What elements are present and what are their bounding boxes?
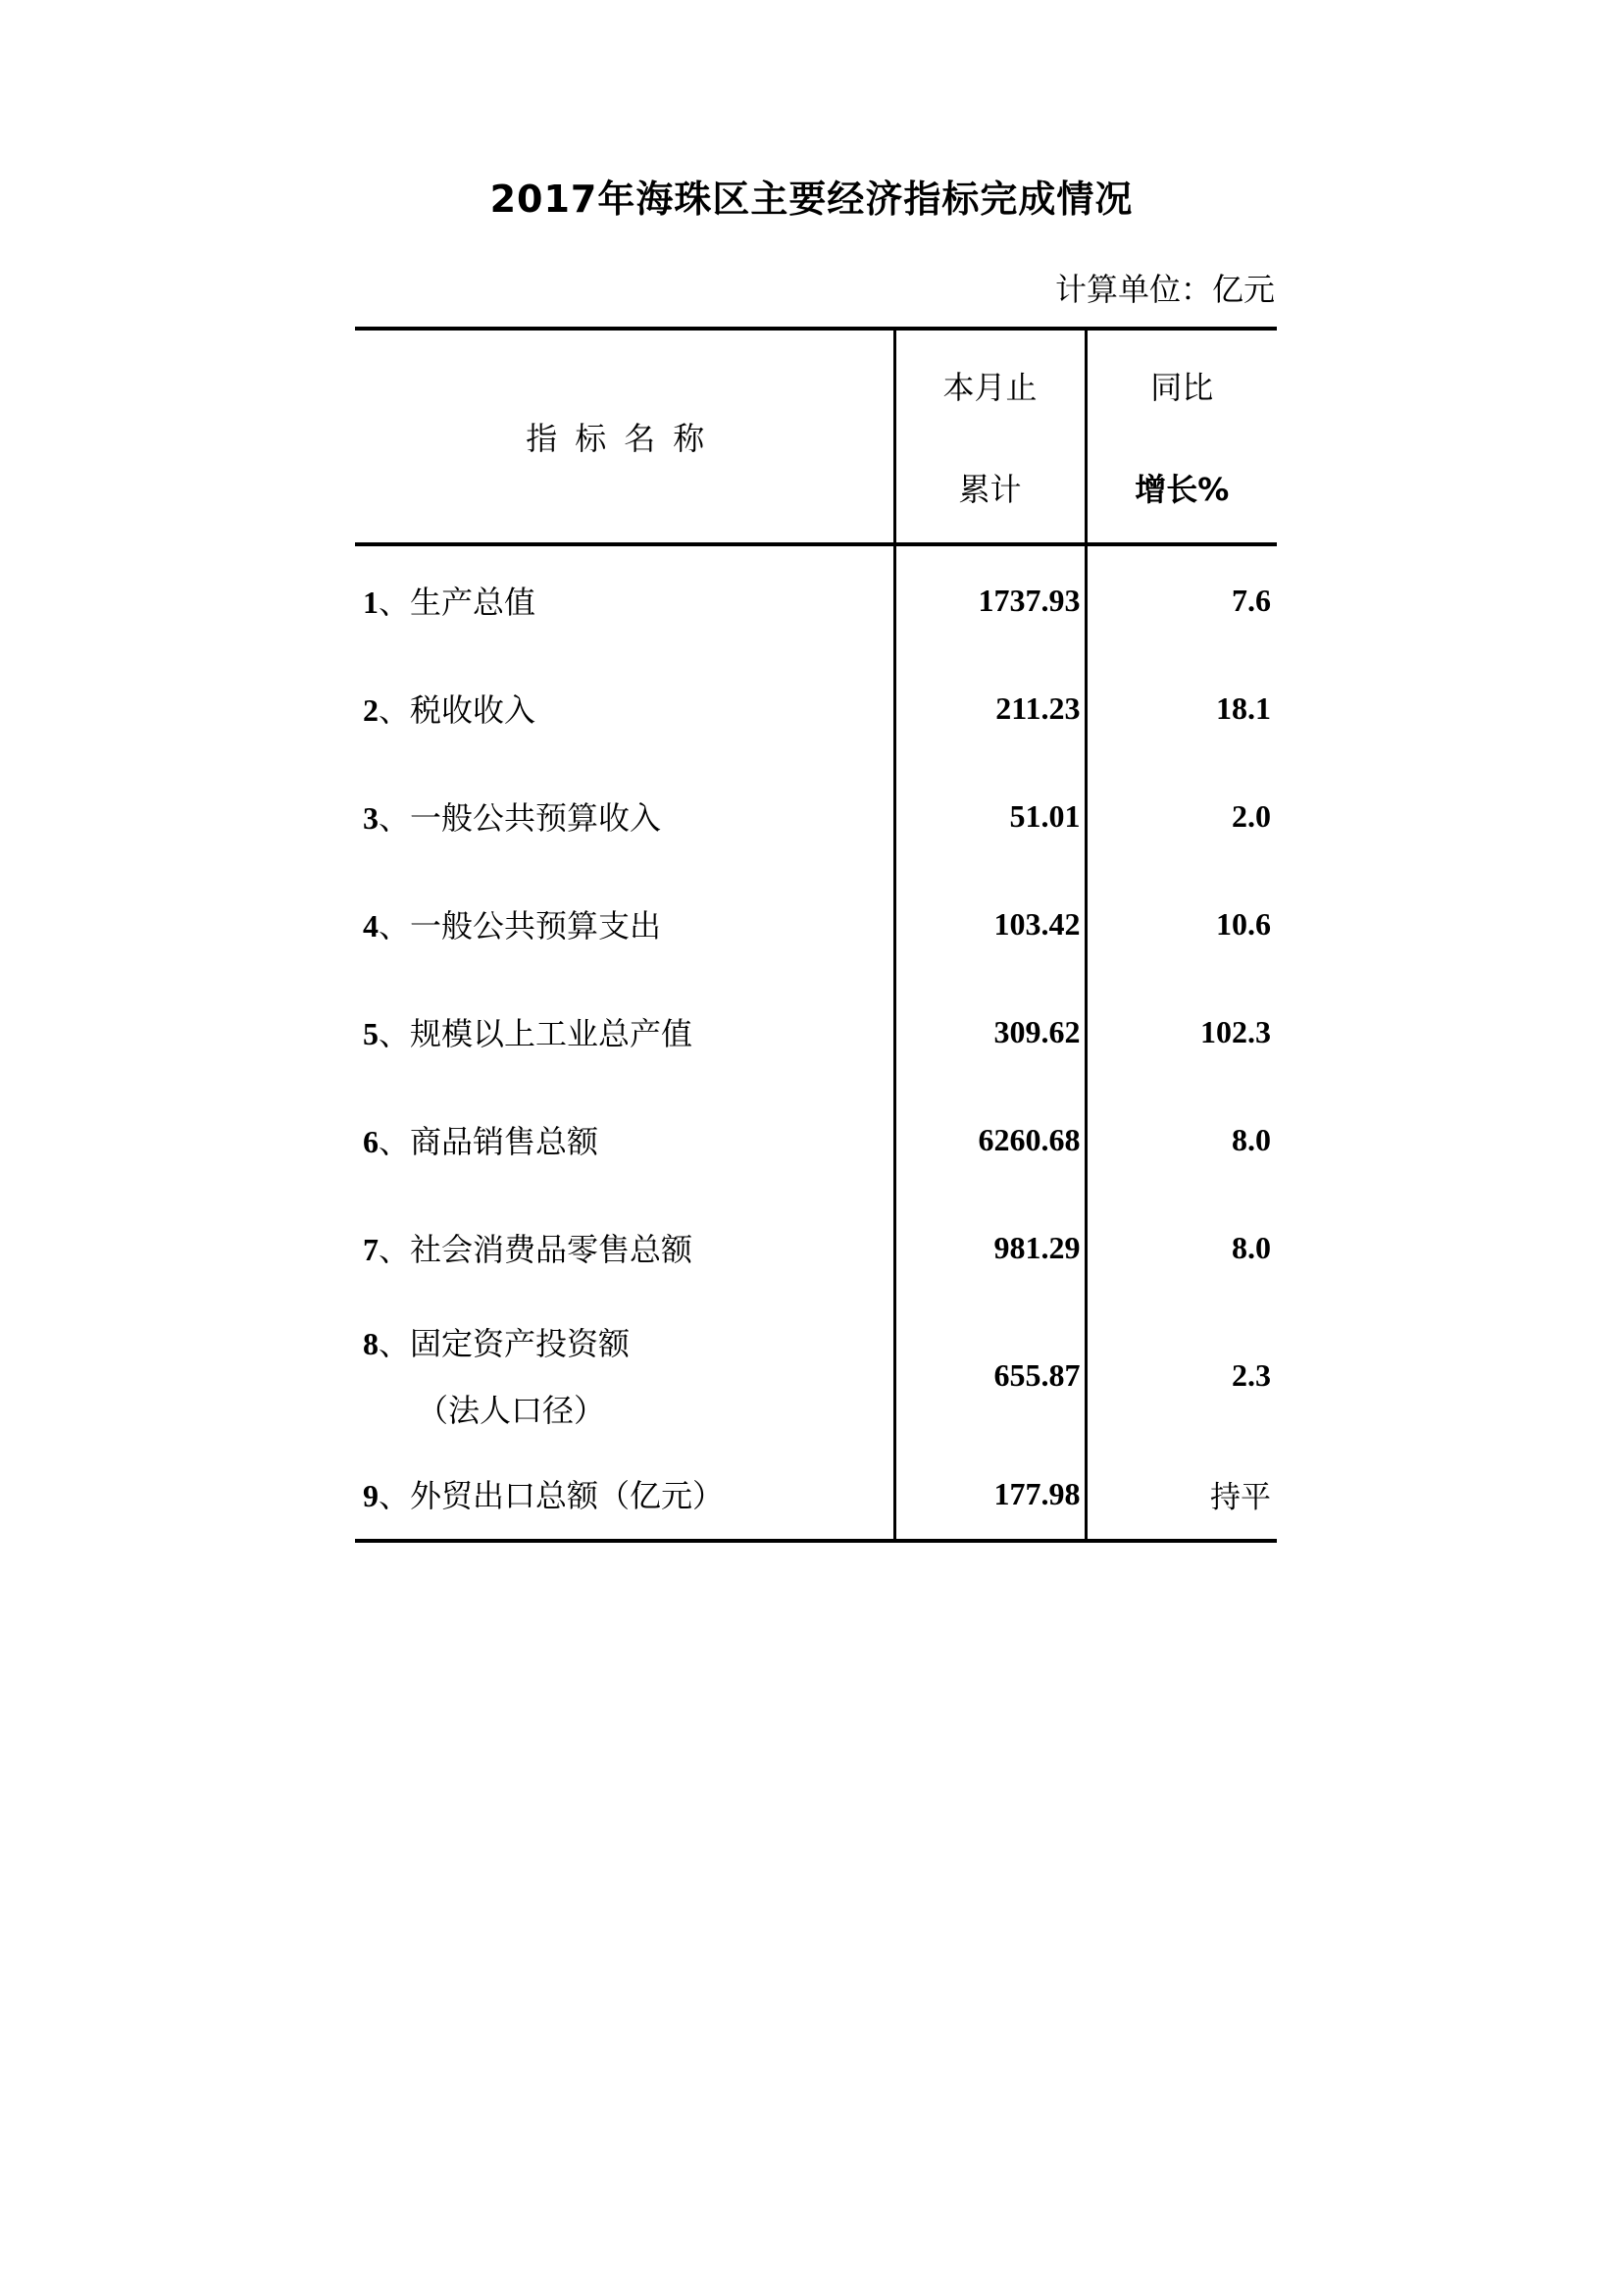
header-indicator-name: 指标名称 [355, 329, 894, 544]
table-row [355, 978, 1277, 1086]
cumulative-value: 103.42 [894, 870, 1086, 978]
row-separator: 、 [379, 1477, 411, 1514]
yoy-growth: 2.0 [1086, 762, 1277, 870]
row-separator: 、 [379, 907, 411, 944]
indicator-name-cell [355, 870, 894, 978]
cumulative-value: 309.62 [894, 978, 1086, 1086]
cumulative-value: 51.01 [894, 762, 1086, 870]
table-body [355, 544, 1277, 1541]
page-title: 2017年海珠区主要经济指标完成情况 [489, 178, 1134, 221]
row-number: 4 [363, 908, 379, 944]
table-row [355, 1301, 1277, 1449]
indicator-name-cell [355, 1449, 894, 1541]
row-number: 6 [363, 1124, 379, 1159]
indicator-name: 外贸出口总额（亿元） [410, 1477, 725, 1514]
header-cumulative-line1: 本月止 [942, 369, 1038, 406]
indicator-table [355, 327, 1277, 1543]
table-row [355, 1194, 1277, 1301]
indicator-name: 一般公共预算收入 [410, 799, 662, 837]
row-separator: 、 [379, 584, 411, 621]
cumulative-value: 211.23 [894, 654, 1086, 762]
table-row [355, 1449, 1277, 1541]
row-separator: 、 [379, 1015, 411, 1052]
indicator-name: 税收收入 [410, 691, 536, 729]
row-number: 3 [363, 800, 379, 836]
cumulative-value: 177.98 [894, 1449, 1086, 1541]
indicator-name-cell [355, 544, 894, 654]
table-row [355, 870, 1277, 978]
indicator-name-cell [355, 762, 894, 870]
row-number: 5 [363, 1016, 379, 1051]
row-number: 8 [363, 1326, 379, 1361]
row-separator: 、 [379, 1123, 411, 1160]
header-cumulative-line2: 累计 [958, 471, 1022, 508]
header-yoy-line2: 增长% [1135, 471, 1230, 508]
indicator-name: 固定资产投资额 [410, 1325, 631, 1362]
indicator-name-line2: （法人口径） [417, 1392, 606, 1429]
indicator-name: 规模以上工业总产值 [410, 1015, 693, 1052]
yoy-growth [1086, 1449, 1277, 1541]
indicator-name: 生产总值 [410, 584, 536, 621]
indicator-name-cell [355, 978, 894, 1086]
table-row [355, 544, 1277, 654]
indicator-name: 社会消费品零售总额 [410, 1231, 693, 1268]
table-row [355, 762, 1277, 870]
indicator-name-cell [355, 1086, 894, 1194]
header-yoy-line1: 同比 [1150, 369, 1214, 406]
row-number: 9 [363, 1478, 379, 1513]
row-number: 7 [363, 1232, 379, 1267]
yoy-growth: 102.3 [1086, 978, 1277, 1086]
row-separator: 、 [379, 799, 411, 837]
indicator-table-wrap [355, 327, 1277, 1543]
indicator-name-cell [355, 654, 894, 762]
header-cumulative [894, 329, 1086, 544]
table-header-row [355, 329, 1277, 544]
table-row [355, 654, 1277, 762]
cumulative-value: 6260.68 [894, 1086, 1086, 1194]
yoy-growth: 7.6 [1086, 544, 1277, 654]
indicator-name: 商品销售总额 [410, 1123, 599, 1160]
cumulative-value: 655.87 [894, 1301, 1086, 1449]
yoy-growth: 10.6 [1086, 870, 1277, 978]
cumulative-value: 1737.93 [894, 544, 1086, 654]
yoy-growth: 8.0 [1086, 1194, 1277, 1301]
cumulative-value: 981.29 [894, 1194, 1086, 1301]
yoy-growth: 2.3 [1086, 1301, 1277, 1449]
row-separator: 、 [379, 691, 411, 729]
row-separator: 、 [379, 1325, 411, 1362]
unit-note: 计算单位：亿元 [1054, 271, 1275, 308]
yoy-growth: 18.1 [1086, 654, 1277, 762]
indicator-name-cell [355, 1301, 894, 1449]
yoy-growth: 8.0 [1086, 1086, 1277, 1194]
yoy-growth-text: 持平 [1210, 1479, 1271, 1515]
row-number: 1 [363, 585, 379, 620]
row-number: 2 [363, 692, 379, 728]
indicator-name: 一般公共预算支出 [410, 907, 662, 944]
header-yoy [1086, 329, 1277, 544]
row-separator: 、 [379, 1231, 411, 1268]
table-row [355, 1086, 1277, 1194]
indicator-name-cell [355, 1194, 894, 1301]
